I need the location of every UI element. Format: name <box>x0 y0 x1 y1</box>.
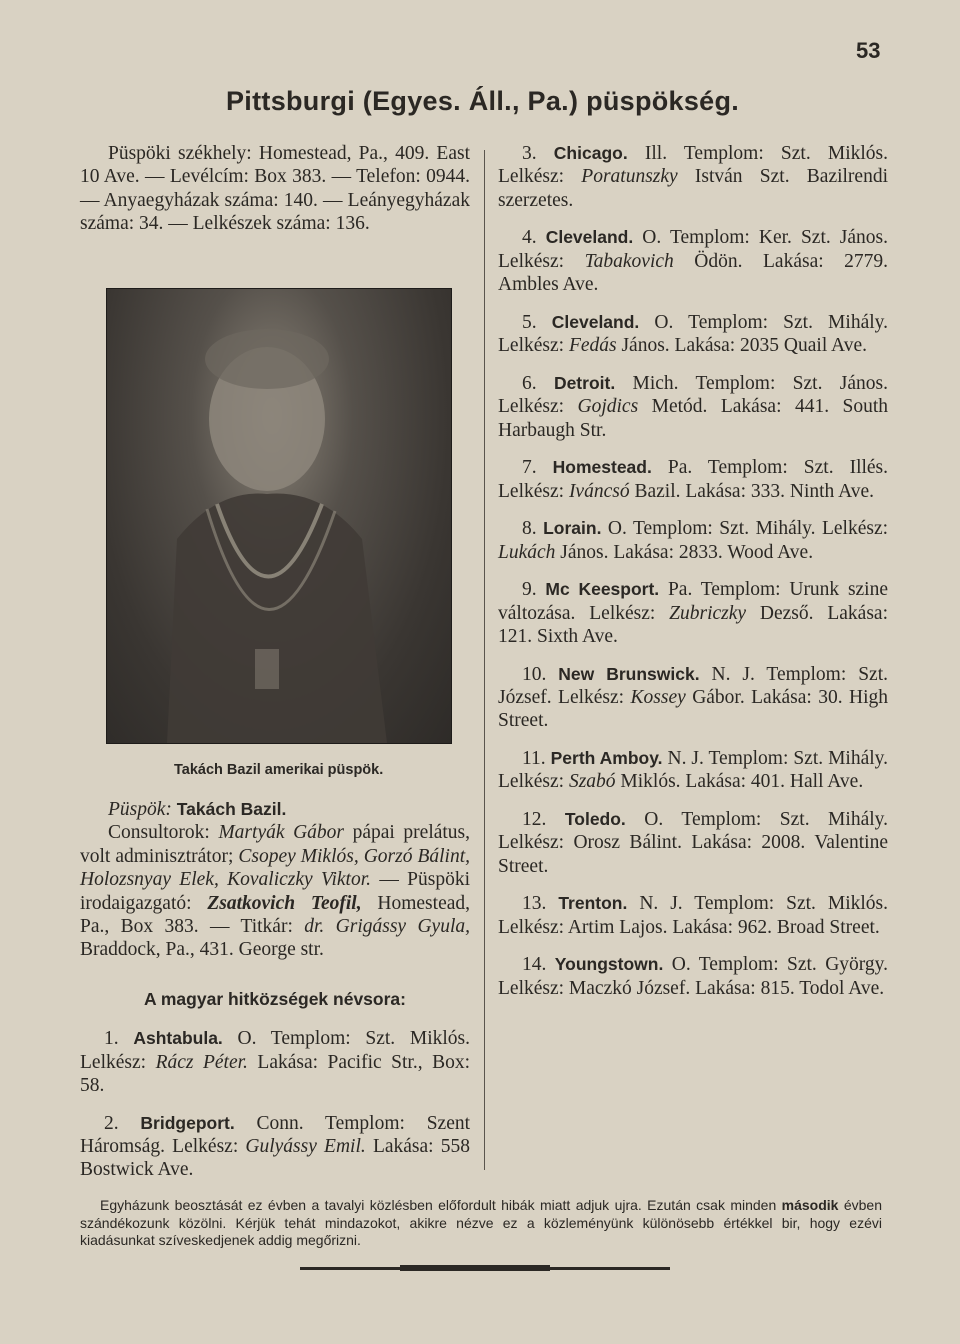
parish-details: N. J. Templom: Szt. Mihály. Lelkész: <box>498 748 889 793</box>
parish-city: Youngstown. <box>554 954 664 975</box>
parish-address: János. Lakása: 2833. Wood Ave. <box>560 541 814 563</box>
parish-priest: Tabakovich <box>584 250 674 272</box>
parish-city: Detroit. <box>553 372 616 393</box>
secretary-address: Braddock, Pa., 431. George str. <box>80 939 324 961</box>
parish-priest: Kossey <box>630 687 686 709</box>
parish-address: János. Lakása: 2035 Quail Ave. <box>621 335 867 357</box>
parish-address: Dezső. Lakása: 121. Sixth Ave. <box>498 602 888 648</box>
parish-priest: Iváncsó <box>568 480 630 502</box>
parish-details: Conn. Templom: Szent Háromság. Lelkész: <box>80 1112 471 1158</box>
parish-address: Ödön. Lakása: 2779. Ambles Ave. <box>498 250 889 296</box>
diocese-info: Püspöki székhely: Homestead, Pa., 409. East 10 Ave. — Levélcím: Box 383. — Telefon: 0944. — Anyaegyházak száma: 140. — Leányegyházak száma: 34. — Lelkészek száma: 136. <box>80 143 470 235</box>
parish-priest: Poratunszky <box>581 166 678 188</box>
parish-details: Ill. Templom: Szt. Miklós. Lelkész: <box>498 143 889 188</box>
consultors-label: Consultorok: <box>108 822 210 844</box>
parish-entry <box>498 663 888 733</box>
bishop-name: Takách Bazil. <box>176 799 287 819</box>
parish-entry <box>498 226 888 296</box>
parish-number: 3. <box>522 143 537 164</box>
parish-details: O. Templom: Szt. Mihály. Lelkész: Orosz Bálint. Lakása: 2008. Valentine Street. <box>498 809 888 877</box>
parish-address: Metód. Lakása: 441. South Harbaugh Str. <box>498 396 889 441</box>
parish-number: 11. <box>522 748 546 770</box>
office-address: Homestead, Pa., Box 383. — Titkár: <box>80 892 471 938</box>
consultor-title-1: pápai prelátus, volt adminisztrátor; <box>80 822 471 867</box>
parish-city: Ashtabula. <box>133 1028 223 1049</box>
parish-entry <box>498 456 888 503</box>
page-number: 53 <box>856 38 881 63</box>
parish-address: Lakása: Pacific Str., Box: 58. <box>80 1051 471 1097</box>
parish-number: 9. <box>522 579 537 601</box>
parish-number: 10. <box>522 663 547 685</box>
secretary-name: dr. Grigássy Gyula, <box>304 916 470 938</box>
parish-entry <box>498 578 888 648</box>
parish-entry <box>498 517 888 564</box>
footnote <box>80 1197 882 1250</box>
parish-city: Mc Keesport. <box>545 579 660 600</box>
parish-entry <box>498 142 888 212</box>
parish-details: Pa. Templom: Urunk szine változása. Lelkész: <box>498 579 889 624</box>
parish-list-left <box>80 1027 470 1182</box>
left-column-lower <box>80 798 470 1196</box>
office-name: Zsatkovich Teofil, <box>207 892 362 914</box>
parish-city: Homestead. <box>552 457 652 478</box>
parish-city: Chicago. <box>553 143 628 163</box>
parish-address: Gábor. Lakása: 30. High Street. <box>498 687 888 732</box>
parish-details: N. J. Templom: Szt. Miklós. Lelkész: Artim Lajos. Lakása: 962. Broad Street. <box>498 893 888 938</box>
parish-entry <box>498 808 888 878</box>
parish-city: Bridgeport. <box>140 1112 235 1133</box>
footnote-part-1: Egyházunk beosztását ez évben a tavalyi közlésben előfordult hibák miatt adjuk ujra. Ezután csak minden <box>100 1197 777 1213</box>
parish-number: 14. <box>522 954 547 976</box>
column-divider <box>484 150 485 1170</box>
parish-details: Pa. Templom: Szt. Illés. Lelkész: <box>498 457 889 502</box>
page-title: Pittsburgi (Egyes. Áll., Pa.) püspökség. <box>226 86 740 116</box>
parish-address: Lakása: 558 Bostwick Ave. <box>80 1136 470 1181</box>
parish-entry <box>498 892 888 939</box>
photo-caption: Takách Bazil amerikai püspök. <box>174 762 384 778</box>
parish-number: 5. <box>522 311 537 333</box>
parish-city: Lorain. <box>543 518 602 539</box>
parish-city: Perth Amboy. <box>550 748 663 769</box>
parish-priest: Gojdics <box>577 396 639 418</box>
consultors-paragraph <box>80 821 470 961</box>
parish-entry <box>498 311 888 358</box>
parish-address: Miklós. Lakása: 401. Hall Ave. <box>620 771 864 793</box>
parish-details: N. J. Templom: Szt. József. Lelkész: <box>498 663 888 709</box>
parish-number: 12. <box>522 809 547 831</box>
parish-number: 2. <box>104 1112 119 1134</box>
list-heading: A magyar hitközségek névsora: <box>144 988 406 1009</box>
parish-details: O. Templom: Szt. György. Lelkész: Maczkó József. Lakása: 815. Todol Ave. <box>498 954 889 999</box>
parish-number: 7. <box>522 457 537 479</box>
parish-number: 8. <box>522 518 537 540</box>
parish-priest: Rácz Péter. <box>155 1051 248 1073</box>
portrait-image <box>107 289 451 743</box>
parish-city: Trenton. <box>558 893 628 914</box>
parish-priest: Fedás <box>568 335 617 357</box>
parish-city: Cleveland. <box>551 311 640 332</box>
office-label: — Püspöki irodaigazgató: <box>80 869 471 914</box>
left-column-intro <box>80 142 470 236</box>
decorative-rule <box>300 1267 670 1270</box>
parish-city: New Brunswick. <box>558 663 700 684</box>
parish-number: 6. <box>522 372 537 394</box>
parish-priest: Zubriczky <box>669 602 747 624</box>
consultor-name-1: Martyák Gábor <box>218 822 345 844</box>
parish-list-right <box>498 142 888 1014</box>
parish-entry <box>498 747 888 794</box>
parish-address: Bazil. Lakása: 333. Ninth Ave. <box>634 480 875 502</box>
parish-details: O. Templom: Szt. Miklós. Lelkész: <box>80 1028 471 1073</box>
parish-number: 13. <box>522 893 547 915</box>
parish-address: István Szt. Bazilrendi szerzetes. <box>498 166 889 211</box>
bishop-portrait <box>106 288 452 744</box>
parish-number: 4. <box>522 227 537 249</box>
parish-entry <box>498 953 888 1000</box>
footnote-bold-word: második <box>781 1197 839 1213</box>
bishop-label: Püspök: <box>108 799 172 820</box>
parish-details: O. Templom: Szt. Mihály. Lelkész: <box>607 518 889 540</box>
parish-entry <box>498 372 888 442</box>
parish-priest: Szabó <box>568 771 616 793</box>
parish-entry <box>80 1112 470 1182</box>
parish-details: O. Templom: Ker. Szt. János. Lelkész: <box>498 227 889 272</box>
parish-city: Cleveland. <box>545 227 634 248</box>
parish-priest: Lukách <box>498 541 556 563</box>
parish-details: Mich. Templom: Szt. János. Lelkész: <box>498 372 888 418</box>
parish-number: 1. <box>104 1028 119 1050</box>
parish-entry <box>80 1027 470 1097</box>
parish-city: Toledo. <box>564 809 626 830</box>
parish-priest: Gulyássy Emil. <box>245 1136 366 1158</box>
consultor-names-2: Csopey Miklós, Gorzó Bálint, Holozsnyay Elek, Kovaliczky Viktor. <box>80 845 470 891</box>
bishop-line <box>80 798 470 821</box>
footnote-part-2: évben szándékozunk közölni. Kérjük tehát mindazokot, akikre nézve ez a közleményünk különösebb értékkel bir, hogy ezévi kiadásunkat szíveskedjenek addig megőrizni. <box>80 1197 883 1248</box>
parish-details: O. Templom: Szt. Mihály. Lelkész: <box>498 311 888 357</box>
